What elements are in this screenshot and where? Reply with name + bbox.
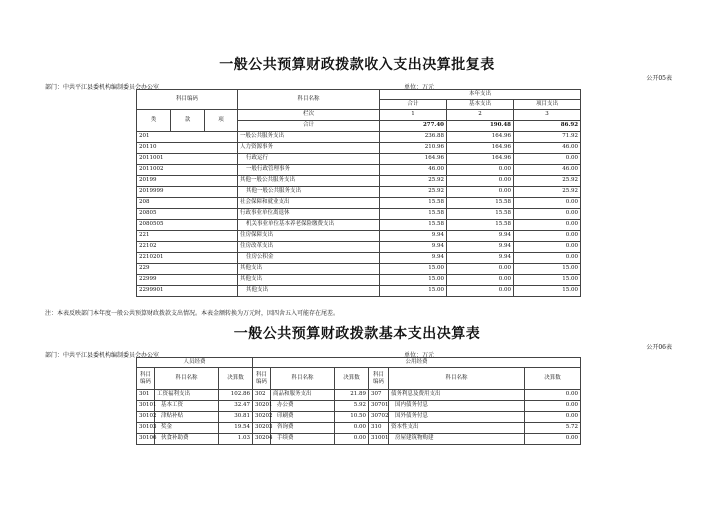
- table-row: [137, 390, 581, 401]
- cell-a1: 1.03: [219, 434, 253, 445]
- cell-c3: 31001: [369, 434, 389, 445]
- cell-name: 社会保障和就业支出: [238, 198, 380, 209]
- table-row: [137, 434, 581, 445]
- cell-a2: 5.92: [335, 401, 369, 412]
- cell-project: 0.00: [514, 253, 581, 264]
- cell-a3: 0.00: [525, 390, 581, 401]
- cell-total: 210.96: [380, 143, 447, 154]
- header-amount-2: 决算数: [335, 368, 369, 390]
- cell-total: 9.94: [380, 253, 447, 264]
- sum-project: 86.92: [514, 121, 581, 132]
- table-row: [137, 264, 581, 275]
- table2-unit: 单位：万元: [404, 352, 435, 359]
- cell-basic: 15.58: [447, 198, 514, 209]
- header-total: 合计: [380, 100, 447, 110]
- cell-n3: 债务利息及费用支出: [389, 390, 525, 401]
- cell-project: 71.92: [514, 132, 581, 143]
- cell-c3: 30702: [369, 412, 389, 423]
- table2: [136, 357, 581, 445]
- cell-project: 0.00: [514, 231, 581, 242]
- table-row: [137, 187, 581, 198]
- cell-total: 164.96: [380, 154, 447, 165]
- cell-basic: 0.00: [447, 286, 514, 297]
- header-col-index: 栏次: [238, 110, 380, 121]
- cell-name: 人力资源事务: [238, 143, 380, 154]
- table-row: [137, 176, 581, 187]
- cell-name: 住房改革支出: [238, 242, 380, 253]
- cell-c1: 30106: [137, 434, 155, 445]
- sum-total: 277.40: [380, 121, 447, 132]
- cell-name: 其他支出: [238, 264, 380, 275]
- table-row: [137, 165, 581, 176]
- cell-c3: 30701: [369, 401, 389, 412]
- cell-a3: 0.00: [525, 401, 581, 412]
- table-row: [137, 154, 581, 165]
- sum-basic: 190.48: [447, 121, 514, 132]
- cell-a1: 19.54: [219, 423, 253, 434]
- cell-name: 其他支出: [238, 275, 380, 286]
- cell-project: 15.00: [514, 275, 581, 286]
- table1-note: 注：本表反映部门本年度一般公共预算财政拨款支出情况。本表金额转换为万元时，因四舍五入可能存在尾差。: [45, 310, 340, 317]
- cell-code: 2299901: [137, 286, 238, 297]
- cell-code: 2011002: [137, 165, 238, 176]
- cell-project: 46.00: [514, 143, 581, 154]
- cell-a2: 0.00: [335, 423, 369, 434]
- cell-code: 208: [137, 198, 238, 209]
- cell-project: 0.00: [514, 198, 581, 209]
- table2-tag: 公开06表: [646, 344, 672, 351]
- cell-c1: 30101: [137, 401, 155, 412]
- table-row: [137, 143, 581, 154]
- cell-a1: 30.81: [219, 412, 253, 423]
- cell-total: 15.00: [380, 264, 447, 275]
- header-amount-1: 决算数: [219, 368, 253, 390]
- cell-a2: 10.50: [335, 412, 369, 423]
- table-row: [137, 286, 581, 297]
- cell-total: 15.00: [380, 286, 447, 297]
- cell-name: 住房保障支出: [238, 231, 380, 242]
- cell-a1: 102.86: [219, 390, 253, 401]
- cell-code: 2019999: [137, 187, 238, 198]
- cell-basic: 164.96: [447, 154, 514, 165]
- cell-c1: 30103: [137, 423, 155, 434]
- header-code-1: 科目编码: [137, 368, 155, 390]
- cell-c3: 310: [369, 423, 389, 434]
- header-project: 项目支出: [514, 100, 581, 110]
- col-num-2: 2: [447, 110, 514, 121]
- cell-total: 9.94: [380, 231, 447, 242]
- cell-a3: 5.72: [525, 423, 581, 434]
- cell-name: 其他一般公共服务支出: [238, 187, 380, 198]
- cell-basic: 0.00: [447, 264, 514, 275]
- table-row: [137, 412, 581, 423]
- table-row: [137, 401, 581, 412]
- cell-n3: 国内债务付息: [389, 401, 525, 412]
- header-name-2: 科目名称: [271, 368, 335, 390]
- cell-n2: 办公费: [271, 401, 335, 412]
- cell-name: 行政事业单位离退休: [238, 209, 380, 220]
- cell-project: 25.92: [514, 187, 581, 198]
- cell-c1: 301: [137, 390, 155, 401]
- header-code: 科目编码: [137, 90, 238, 110]
- header-name-1: 科目名称: [155, 368, 219, 390]
- cell-basic: 15.58: [447, 220, 514, 231]
- cell-code: 22102: [137, 242, 238, 253]
- cell-total: 46.00: [380, 165, 447, 176]
- cell-code: 22999: [137, 275, 238, 286]
- header-basic: 基本支出: [447, 100, 514, 110]
- cell-c2: 302: [253, 390, 271, 401]
- cell-n2: 手续费: [271, 434, 335, 445]
- cell-c2: 30202: [253, 412, 271, 423]
- cell-basic: 0.00: [447, 176, 514, 187]
- header-name-3: 科目名称: [389, 368, 525, 390]
- header-kuan: 款: [171, 110, 205, 132]
- cell-a2: 0.00: [335, 434, 369, 445]
- cell-code: 20199: [137, 176, 238, 187]
- cell-a3: 0.00: [525, 412, 581, 423]
- table1-dept: 部门：中共平江县委机构编制委员会办公室: [45, 84, 160, 91]
- cell-total: 15.58: [380, 220, 447, 231]
- header-personnel: 人员经费: [137, 358, 253, 368]
- cell-n1: 津贴补贴: [155, 412, 219, 423]
- cell-c2: 30201: [253, 401, 271, 412]
- cell-name: 一般公共服务支出: [238, 132, 380, 143]
- header-code-2: 科目编码: [253, 368, 271, 390]
- cell-basic: 15.58: [447, 209, 514, 220]
- header-amount-3: 决算数: [525, 368, 581, 390]
- table2-dept: 部门：中共平江县委机构编制委员会办公室: [45, 352, 160, 359]
- cell-basic: 164.96: [447, 143, 514, 154]
- cell-n3: 国外债务付息: [389, 412, 525, 423]
- cell-n1: 基本工资: [155, 401, 219, 412]
- header-lei: 类: [137, 110, 171, 132]
- cell-total: 25.92: [380, 176, 447, 187]
- cell-project: 25.92: [514, 176, 581, 187]
- table-row: [137, 209, 581, 220]
- table-row: [137, 220, 581, 231]
- cell-basic: 9.94: [447, 242, 514, 253]
- cell-code: 221: [137, 231, 238, 242]
- cell-c2: 30203: [253, 423, 271, 434]
- table1-unit: 单位：万元: [404, 84, 435, 91]
- table-row: [137, 198, 581, 209]
- cell-n3: 资本性支出: [389, 423, 525, 434]
- cell-basic: 0.00: [447, 275, 514, 286]
- cell-name: 其他一般公共服务支出: [238, 176, 380, 187]
- cell-project: 0.00: [514, 154, 581, 165]
- table-row: [137, 132, 581, 143]
- cell-n1: 工资福利支出: [155, 390, 219, 401]
- table1-title: 一般公共预算财政拨款收入支出决算批复表: [219, 57, 495, 73]
- cell-project: 0.00: [514, 220, 581, 231]
- cell-project: 0.00: [514, 242, 581, 253]
- cell-project: 46.00: [514, 165, 581, 176]
- table-row: [137, 242, 581, 253]
- cell-total: 236.88: [380, 132, 447, 143]
- cell-basic: 0.00: [447, 187, 514, 198]
- cell-code: 2011001: [137, 154, 238, 165]
- cell-project: 15.00: [514, 286, 581, 297]
- cell-basic: 9.94: [447, 253, 514, 264]
- cell-n2: 商品和服务支出: [271, 390, 335, 401]
- cell-n2: 印刷费: [271, 412, 335, 423]
- cell-c1: 30102: [137, 412, 155, 423]
- cell-c3: 307: [369, 390, 389, 401]
- header-public: 公用经费: [253, 358, 581, 368]
- table2-title: 一般公共预算财政拨款基本支出决算表: [233, 326, 481, 342]
- cell-name: 机关事业单位基本养老保险缴费支出: [238, 220, 380, 231]
- cell-basic: 164.96: [447, 132, 514, 143]
- cell-code: 20110: [137, 143, 238, 154]
- cell-total: 15.58: [380, 198, 447, 209]
- cell-name: 行政运行: [238, 154, 380, 165]
- cell-n2: 咨询费: [271, 423, 335, 434]
- cell-total: 9.94: [380, 242, 447, 253]
- table1-tag: 公开05表: [646, 75, 672, 82]
- cell-a2: 21.89: [335, 390, 369, 401]
- cell-total: 25.92: [380, 187, 447, 198]
- cell-name: 其他支出: [238, 286, 380, 297]
- cell-code: 2080505: [137, 220, 238, 231]
- cell-total: 15.58: [380, 209, 447, 220]
- col-num-1: 1: [380, 110, 447, 121]
- table-row: [137, 231, 581, 242]
- header-xiang: 项: [205, 110, 238, 132]
- cell-n1: 伙食补助费: [155, 434, 219, 445]
- cell-n3: 房屋建筑物购建: [389, 434, 525, 445]
- cell-project: 0.00: [514, 209, 581, 220]
- cell-basic: 0.00: [447, 165, 514, 176]
- header-code-3: 科目编码: [369, 368, 389, 390]
- cell-code: 20805: [137, 209, 238, 220]
- table-row: [137, 423, 581, 434]
- cell-name: 住房公积金: [238, 253, 380, 264]
- col-num-3: 3: [514, 110, 581, 121]
- table1: [136, 89, 581, 297]
- sum-label: 合计: [238, 121, 380, 132]
- table-row: [137, 253, 581, 264]
- cell-a3: 0.00: [525, 434, 581, 445]
- cell-name: 一般行政管理事务: [238, 165, 380, 176]
- cell-a1: 32.47: [219, 401, 253, 412]
- header-name: 科目名称: [238, 90, 380, 110]
- cell-basic: 9.94: [447, 231, 514, 242]
- cell-code: 201: [137, 132, 238, 143]
- cell-project: 15.00: [514, 264, 581, 275]
- header-year-expense: 本年支出: [380, 90, 581, 100]
- cell-n1: 奖金: [155, 423, 219, 434]
- cell-total: 15.00: [380, 275, 447, 286]
- cell-c2: 30204: [253, 434, 271, 445]
- table-row: [137, 275, 581, 286]
- cell-code: 2210201: [137, 253, 238, 264]
- cell-code: 229: [137, 264, 238, 275]
